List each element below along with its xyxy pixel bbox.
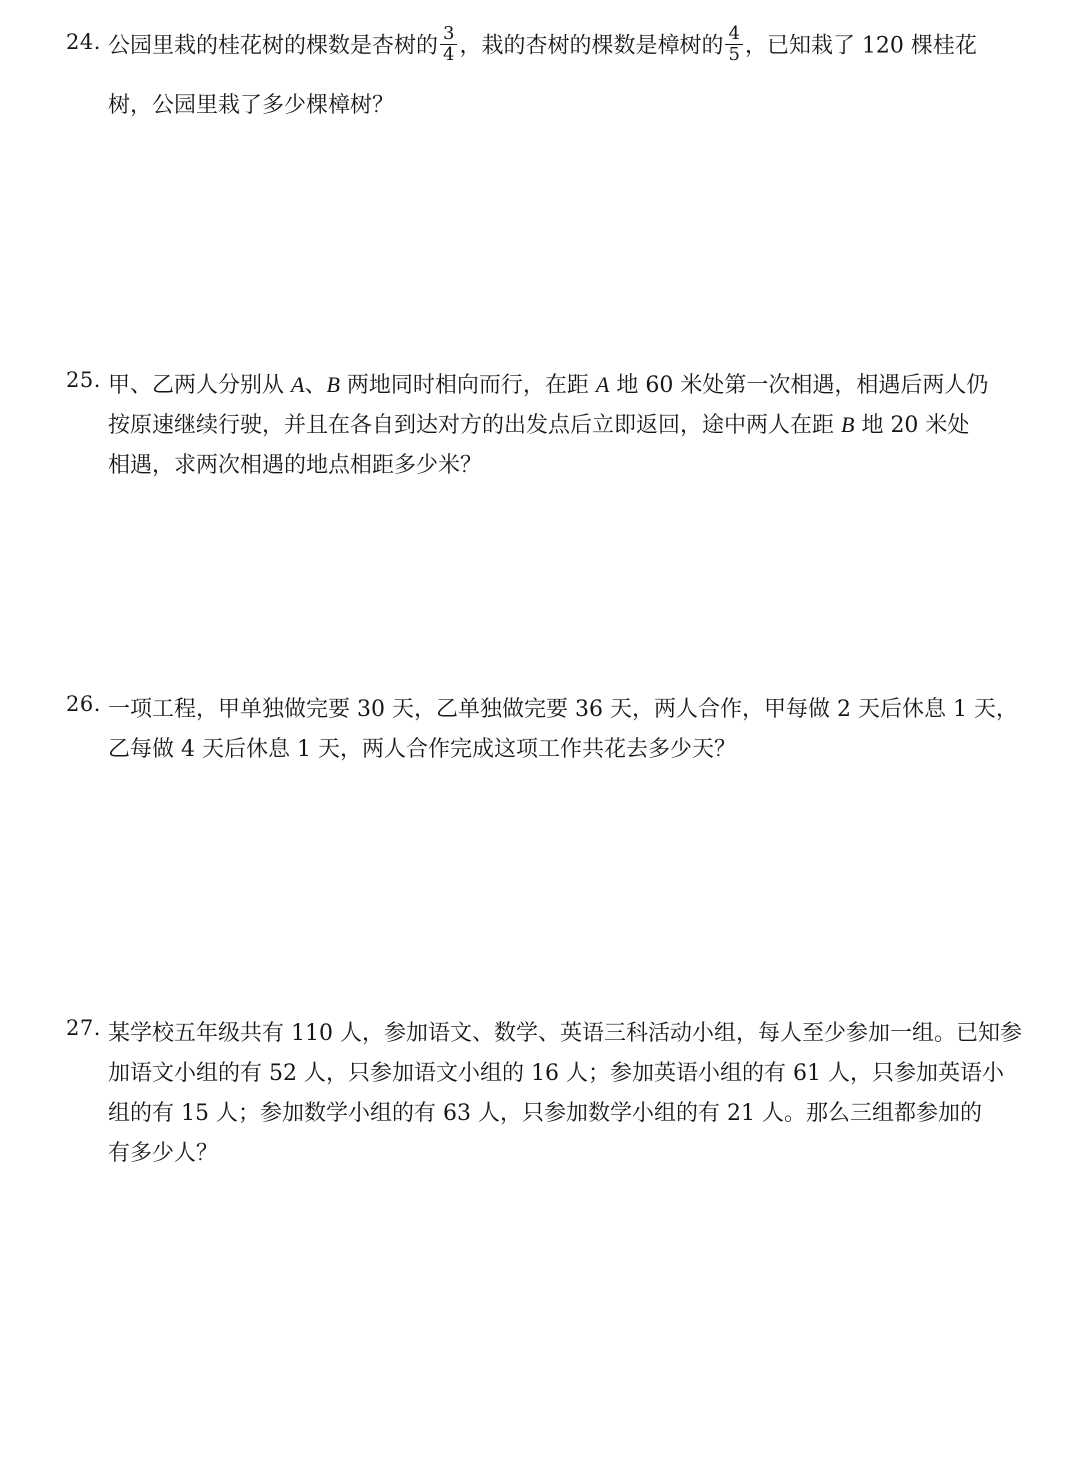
- problem-text-line: [108, 368, 988, 399]
- problem-text: 甲、乙两人分别从: [108, 373, 291, 398]
- problem-27: [66, 1016, 1046, 1176]
- point-b-label: B: [326, 372, 340, 397]
- point-b-label: B: [841, 412, 855, 437]
- problem-text-line: [108, 23, 977, 67]
- problem-text-line: 树，公园里栽了多少棵樟树？: [108, 93, 395, 118]
- problem-text: ，已知栽了 120 棵桂花: [744, 33, 977, 59]
- problem-text-line: 加语文小组的有 52 人，只参加语文小组的 16 人；参加英语小组的有 61 人，只参加英语小: [108, 1061, 1004, 1086]
- problem-text-line: 某学校五年级共有 110 人，参加语文、数学、英语三科活动小组，每人至少参加一组。已知参: [108, 1021, 1022, 1046]
- problem-text: 按原速继续行驶，并且在各自到达对方的出发点后立即返回，途中两人在距: [108, 413, 841, 438]
- point-a-label: A: [291, 372, 305, 397]
- problem-text-line: 乙每做 4 天后休息 1 天，两人合作完成这项工作共花去多少天？: [108, 737, 736, 762]
- problem-text: 公园里栽的桂花树的棵数是杏树的: [108, 33, 439, 59]
- point-a-label: A: [595, 372, 610, 397]
- problem-number: 26.: [66, 692, 101, 716]
- problem-text: 地 20 米处: [854, 413, 970, 438]
- problem-text: 地 60 米处第一次相遇，相遇后两人仍: [609, 373, 989, 398]
- problem-text: 两地同时相向而行，在距: [339, 373, 596, 398]
- problem-text-line: 组的有 15 人；参加数学小组的有 63 人，只参加数学小组的有 21 人。那么三组都参加的: [108, 1101, 982, 1126]
- problem-text-line: 有多少人？: [108, 1141, 219, 1166]
- fraction-three-quarters: [440, 24, 457, 65]
- fraction-denominator: 4: [443, 44, 455, 65]
- problem-number: 27.: [66, 1016, 101, 1040]
- fraction-denominator: 5: [728, 44, 740, 65]
- fraction-numerator: 4: [725, 24, 742, 45]
- fraction-four-fifths: [725, 24, 742, 65]
- problem-number: 24.: [66, 30, 101, 54]
- problem-25: [66, 368, 1046, 488]
- problem-text-line: [108, 408, 969, 439]
- problem-number: 25.: [66, 368, 101, 392]
- fraction-numerator: 3: [440, 24, 457, 45]
- problem-24: [66, 23, 1046, 126]
- problem-text-line: 一项工程，甲单独做完要 30 天，乙单独做完要 36 天，两人合作，甲每做 2 天后休息 1 天，: [108, 697, 1018, 722]
- problem-26: [66, 692, 1046, 772]
- problem-text: ，栽的杏树的棵数是樟树的: [459, 33, 724, 59]
- separator: 、: [304, 373, 327, 398]
- problem-text-line: 相遇，求两次相遇的地点相距多少米？: [108, 453, 483, 478]
